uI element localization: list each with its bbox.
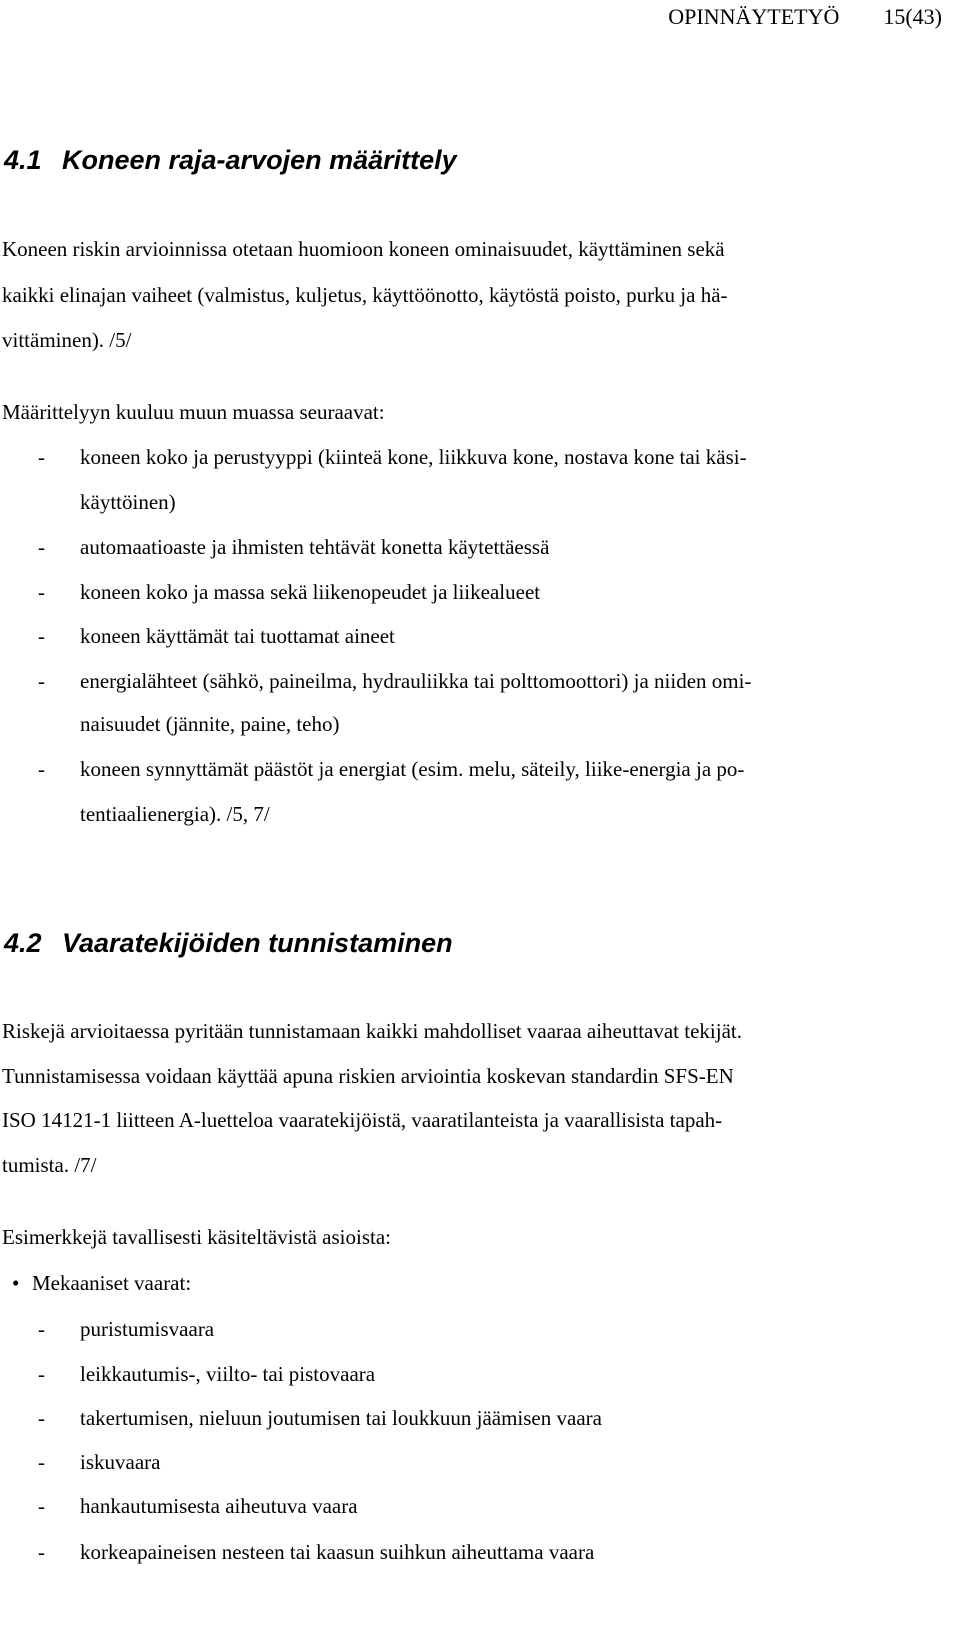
dash-marker: -	[38, 1540, 45, 1564]
paragraph-line: Koneen riskin arvioinnissa otetaan huomioon koneen ominaisuudet, käyttäminen sekä	[2, 237, 725, 261]
dash-marker: -	[38, 580, 45, 604]
list-item-text: koneen synnyttämät päästöt ja energiat (esim. melu, säteily, liike-energia ja po-	[80, 757, 745, 781]
list-item-text: iskuvaara	[80, 1450, 161, 1474]
paragraph-line: tumista. /7/	[2, 1153, 97, 1177]
dash-marker: -	[38, 535, 45, 559]
paragraph-line: ISO 14121-1 liitteen A-luetteloa vaaratekijöistä, vaaratilanteista ja vaarallisista tapah-	[2, 1108, 723, 1132]
running-header	[668, 4, 942, 30]
list-item-text: takertumisen, nieluun joutumisen tai loukkuun jäämisen vaara	[80, 1406, 602, 1430]
list-item-text: leikkautumis-, viilto- tai pistovaara	[80, 1362, 376, 1386]
list-intro: Esimerkkejä tavallisesti käsiteltävistä asioista:	[2, 1225, 391, 1249]
section-number: 4.2	[4, 928, 42, 958]
list-item-text: korkeapaineisen nesteen tai kaasun suihkun aiheuttama vaara	[80, 1540, 595, 1564]
dash-marker: -	[38, 1406, 45, 1430]
list-item-text: koneen käyttämät tai tuottamat aineet	[80, 624, 395, 648]
list-item-text: hankautumisesta aiheutuva vaara	[80, 1494, 358, 1518]
dash-marker: -	[38, 445, 45, 469]
paragraph-line: Tunnistamisessa voidaan käyttää apuna riskien arviointia koskevan standardin SFS-EN	[2, 1064, 734, 1088]
list-item-text: automaatioaste ja ihmisten tehtävät konetta käytettäessä	[80, 535, 550, 559]
page-number: 15(43)	[883, 4, 942, 29]
section-heading-4-2	[4, 928, 453, 959]
list-intro: Määrittelyyn kuuluu muun muassa seuraavat:	[2, 400, 385, 424]
dash-marker: -	[38, 669, 45, 693]
dash-marker: -	[38, 1450, 45, 1474]
list-item-text: puristumisvaara	[80, 1317, 215, 1341]
dash-marker: -	[38, 757, 45, 781]
section-title: Vaaratekijöiden tunnistaminen	[62, 928, 453, 958]
document-type-label: OPINNÄYTETYÖ	[668, 4, 840, 29]
dash-marker: -	[38, 1494, 45, 1518]
list-item-text: koneen koko ja perustyyppi (kiinteä kone, liikkuva kone, nostava kone tai käsi-	[80, 445, 747, 469]
list-item-text: tentiaalienergia). /5, 7/	[80, 802, 270, 826]
section-heading-4-1	[4, 145, 457, 176]
list-item-text: naisuudet (jännite, paine, teho)	[80, 712, 340, 736]
dash-marker: -	[38, 1362, 45, 1386]
bullet-marker: •	[12, 1271, 20, 1295]
dash-marker: -	[38, 624, 45, 648]
section-number: 4.1	[4, 145, 42, 175]
bullet-item-text: Mekaaniset vaarat:	[32, 1271, 192, 1295]
paragraph-line: kaikki elinajan vaiheet (valmistus, kuljetus, käyttöönotto, käytöstä poisto, purku ja hä-	[2, 283, 728, 307]
dash-marker: -	[38, 1317, 45, 1341]
paragraph-line: vittäminen). /5/	[2, 328, 132, 352]
section-title: Koneen raja-arvojen määrittely	[62, 145, 457, 175]
list-item-text: käyttöinen)	[80, 490, 176, 514]
list-item-text: energialähteet (sähkö, paineilma, hydrauliikka tai polttomoottori) ja niiden omi-	[80, 669, 752, 693]
list-item-text: koneen koko ja massa sekä liikenopeudet ja liikealueet	[80, 580, 541, 604]
paragraph-line: Riskejä arvioitaessa pyritään tunnistamaan kaikki mahdolliset vaaraa aiheuttavat tekijät.	[2, 1019, 742, 1043]
